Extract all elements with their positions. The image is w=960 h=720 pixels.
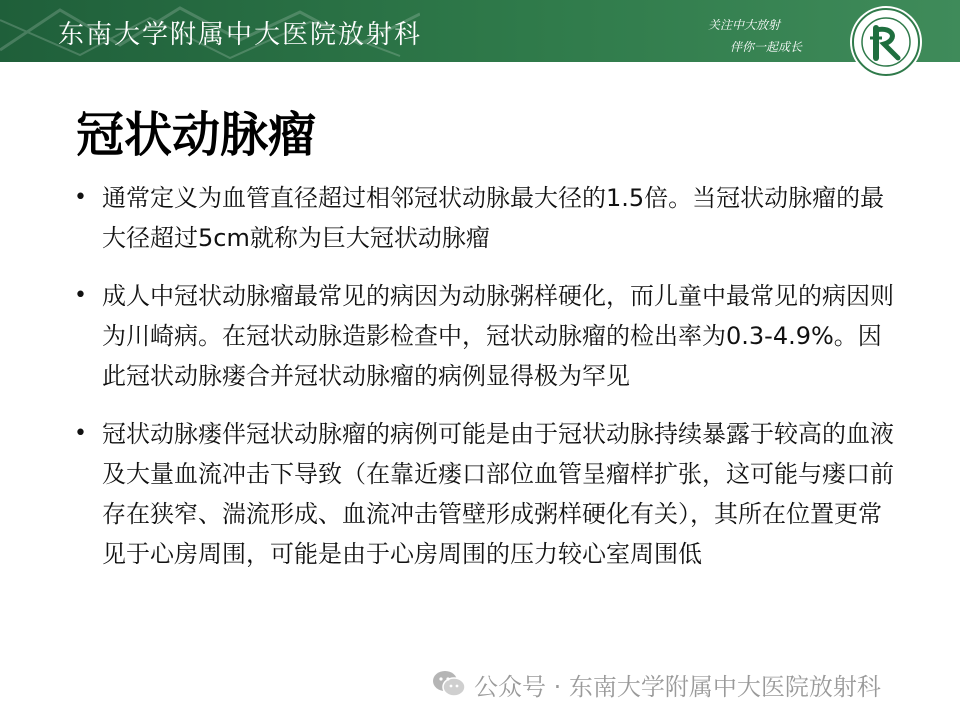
- bullet-dot-icon: •: [74, 283, 87, 308]
- bullet-item: [70, 276, 900, 396]
- bullet-text: 成人中冠状动脉瘤最常见的病因为动脉粥样硬化，而儿童中最常见的病因则为川崎病。在冠状动脉造影检查中，冠状动脉瘤的检出率为0.3-4.9%。因此冠状动脉瘘合并冠状动脉瘤的病例显得极为罕见: [102, 282, 894, 390]
- slogan-line-2: 伴你一起成长: [730, 40, 803, 54]
- bullet-text: 通常定义为血管直径超过相邻冠状动脉最大径的1.5倍。当冠状动脉瘤的最大径超过5cm就称为巨大冠状动脉瘤: [102, 184, 885, 252]
- watermark: [432, 664, 881, 704]
- hospital-logo-icon: [848, 4, 924, 80]
- bullet-dot-icon: •: [74, 421, 87, 446]
- bullet-text: 冠状动脉瘘伴冠状动脉瘤的病例可能是由于冠状动脉持续暴露于较高的血液及大量血流冲击下导致（在靠近瘘口部位血管呈瘤样扩张，这可能与瘘口前存在狭窄、湍流形成、血流冲击管壁形成粥样硬化有关），其所在位置更常见于心房周围，可能是由于心房周围的压力较心室周围低: [102, 420, 894, 568]
- slide-title: 冠状动脉瘤: [76, 107, 317, 163]
- header-title: 东南大学附属中大医院放射科: [58, 20, 423, 50]
- bullet-item: [70, 414, 900, 574]
- slogan-line-1: 关注中大放射: [708, 18, 781, 32]
- bullet-dot-icon: •: [74, 185, 87, 210]
- bullet-list: [70, 178, 900, 592]
- wechat-icon: [432, 669, 466, 699]
- watermark-text: 公众号 · 东南大学附属中大医院放射科: [474, 672, 881, 701]
- bullet-item: [70, 178, 900, 258]
- slogan: [708, 14, 828, 58]
- header-banner: [0, 0, 960, 62]
